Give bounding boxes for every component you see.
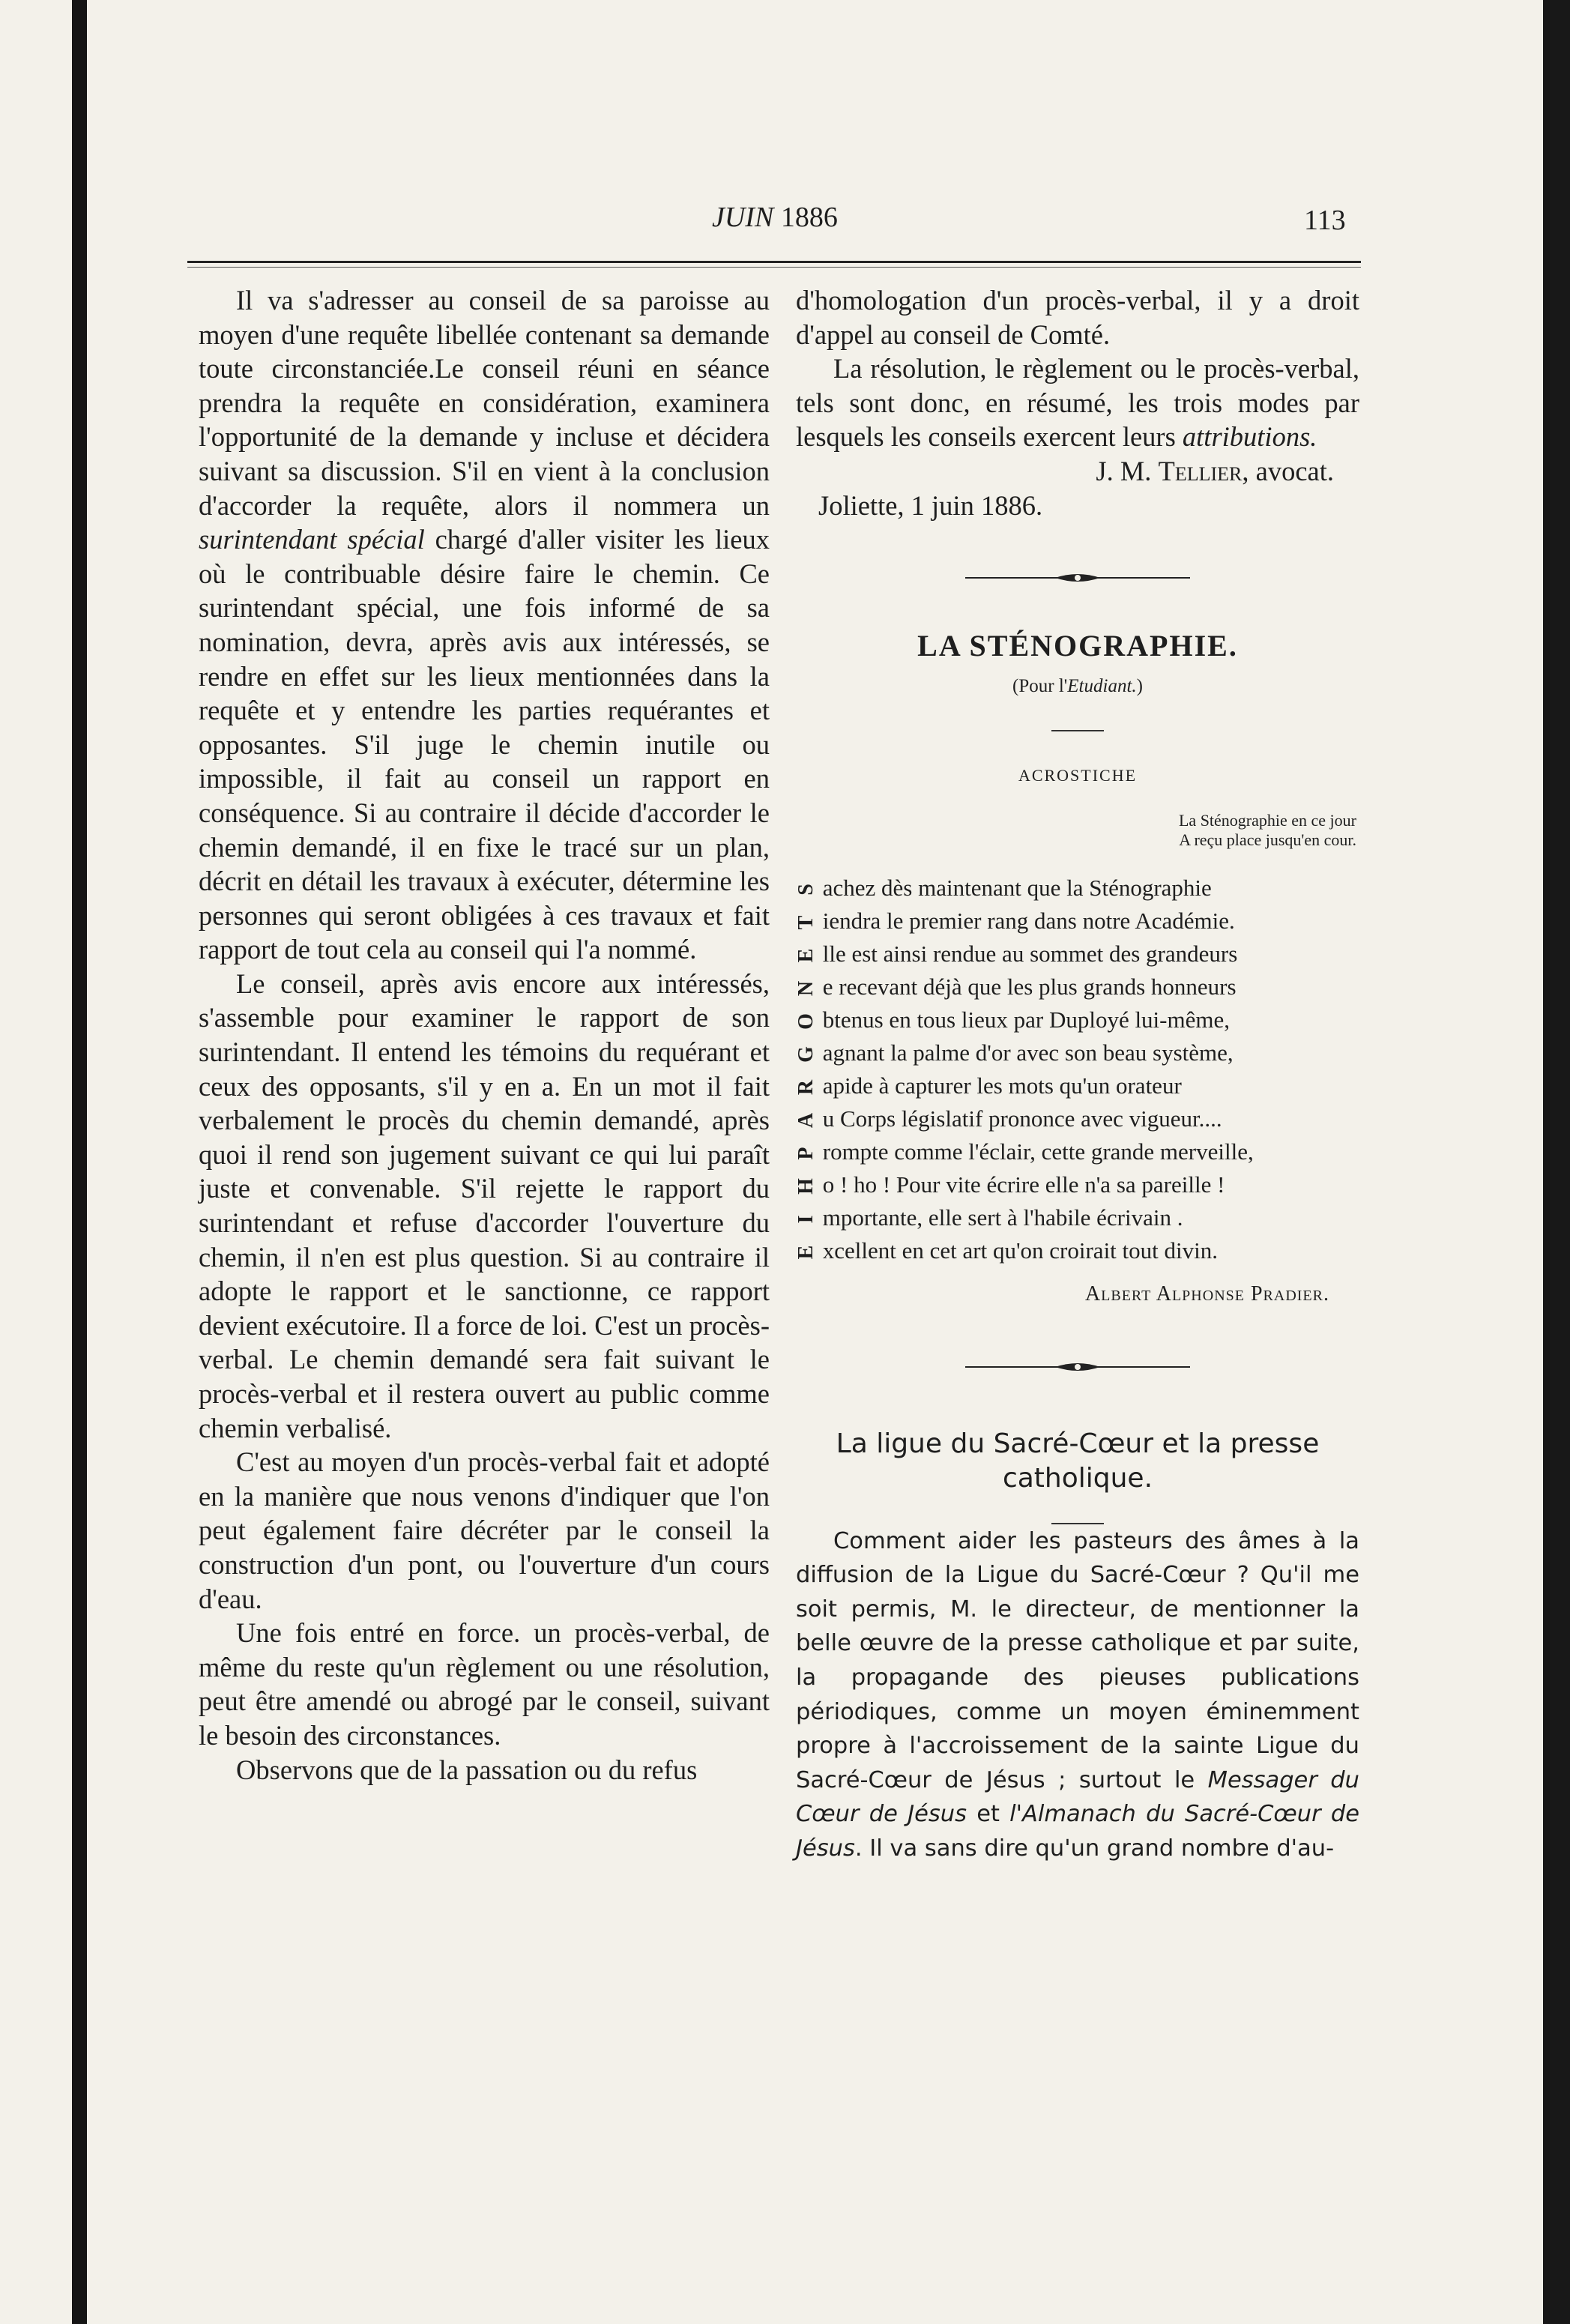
epigraph-line: A reçu place jusqu'en cour. [1179, 830, 1356, 849]
signature-name: Tellier [1158, 455, 1243, 486]
italic-title: Messager du Cœur de Jésus [796, 1766, 1359, 1828]
acrostic-letter: G [794, 1046, 818, 1063]
article-subtitle [796, 669, 1359, 704]
signature-title: , avocat. [1242, 455, 1334, 486]
acrostic-line [796, 1169, 1359, 1202]
acrostic-letter: N [794, 980, 818, 997]
acrostic-line [796, 1202, 1359, 1235]
acrostic-letter: H [794, 1178, 818, 1195]
paragraph-text: . Il va sans dire qu'un grand nombre d'au- [854, 1835, 1335, 1862]
article-title [796, 1427, 1359, 1496]
signature [796, 454, 1359, 489]
section-ornament [965, 1359, 1190, 1374]
header-rule-thin [187, 267, 1361, 268]
acrostic-letter: A [794, 1112, 818, 1129]
paragraph: Une fois entré en force. un procès-verbal, de même du reste qu'un règlement ou une résolution, peut être amendé ou abrogé par le conseil, suivant le besoin des circonstances. [199, 1617, 770, 1751]
section-ornament [965, 570, 1190, 585]
page-number: 113 [1304, 205, 1346, 236]
acrostic-line [796, 872, 1359, 905]
header-date [712, 201, 838, 234]
binding-edge-left [72, 0, 87, 2324]
paragraph: d'homologation d'un procès-verbal, il y a droit d'appel au conseil de Comté. [796, 285, 1359, 350]
acrostic-letter: P [794, 1147, 818, 1160]
acrostic-text: mportante, elle sert à l'habile écrivain . [822, 1204, 1183, 1231]
paragraph: Le conseil, après avis encore aux intéressés, s'assemble pour examiner le rapport de son surintendant. Il entend les témoins du requérant et ceux des opposants, s'il y en a. En un mot il fait verbalement le procès du chemin demandé, après quoi il rend son jugement suivant ce qui lui paraît juste et convenable. S'il rejette le rapport du surintendant et refuse d'accorder l'ouverture du chemin, il n'en est plus question. Si au contraire il adopte le rapport et le sanctionne, ce rapport devient exécutoire. Il a force de loi. C'est un procès-verbal. Le chemin demandé sera fait suivant le procès-verbal et il restera ouvert au public comme chemin verbalisé. [199, 968, 770, 1443]
acrostic-line [796, 1004, 1359, 1037]
paragraph [796, 1524, 1359, 1866]
acrostic-text: rompte comme l'éclair, cette grande merveille, [822, 1138, 1254, 1165]
acrostic-text: iendra le premier rang dans notre Académie. [822, 907, 1235, 934]
header-rule [187, 261, 1361, 263]
paragraph-text: Comment aider les pasteurs des âmes à la diffusion de la Ligue du Sacré-Cœur ? Qu'il me soit permis, M. le directeur, de mentionner la belle œuvre de la presse catholique et par suite, la propagande des pieuses publications périodiques, comme un moyen éminemment propre à l'accroissement de la sainte Ligue du Sacré-Cœur de Jésus ; surtout le [796, 1527, 1359, 1793]
acrostic-line [796, 1037, 1359, 1070]
acrostic-text: xcellent en cet art qu'on croirait tout divin. [822, 1237, 1218, 1264]
acrostic-text: achez dès maintenant que la Sténographie [822, 874, 1212, 901]
paragraph-text: Il va s'adresser au conseil de sa paroisse au moyen d'une requête libellée contenant sa demande toute circonstanciée.Le conseil réuni en séance prendra la requête en considération, examinera l'opportunité de la demande y incluse et décidera suivant sa discussion. S'il en vient à la conclusion d'accorder la requête, alors il nommera un [199, 285, 770, 521]
acrostic-letter: E [794, 1245, 818, 1260]
acrostic-line [796, 1103, 1359, 1136]
acrostic-text: apide à capturer les mots qu'un orateur [822, 1072, 1182, 1099]
subtitle-italic: Etudiant. [1067, 675, 1137, 696]
italic-term: surintendant spécial [199, 524, 425, 555]
acrostic-text: btenus en tous lieux par Duployé lui-même, [822, 1006, 1230, 1033]
acrostic-letter: I [794, 1215, 818, 1224]
header-month: JUIN [712, 202, 774, 233]
acrostic-line [796, 938, 1359, 971]
paragraph: C'est au moyen d'un procès-verbal fait et adopté en la manière que nous venons d'indiquer que l'on peut également faire décréter par le conseil la construction d'un pont, ou l'ouverture d'un cours d'eau. [199, 1446, 770, 1614]
acrostic-text: e recevant déjà que les plus grands honneurs [822, 973, 1237, 1000]
acrostic-line [796, 971, 1359, 1004]
acrostic-letter: O [794, 1013, 818, 1030]
acrostic-letter: T [794, 915, 818, 930]
right-column [796, 283, 1359, 1865]
subtitle-text: ) [1136, 675, 1143, 696]
subtitle-text: (Pour l' [1012, 675, 1068, 696]
acrostic-text: u Corps législatif prononce avec vigueur.... [822, 1105, 1222, 1132]
paragraph-text: chargé d'aller visiter les lieux où le contribuable désire faire le chemin. Ce surintendant spécial, une fois informé de sa nomination, devra, après avis aux intéressés, se rendre en effet sur les lieux mentionnées dans la requête et y entendre les parties requérantes et opposantes. S'il juge le chemin inutile ou impossible, il fait au conseil un rapport en conséquence. Si au contraire il décide d'accorder le chemin demandé, il en fixe le tracé sur un plan, décrit en détail les travaux à exécuter, détermine les personnes qui seront obligées à ces travaux et fait rapport de tout cela au conseil qui l'a nommé. [199, 524, 770, 965]
acrostic-text: lle est ainsi rendue au sommet des grandeurs [822, 940, 1238, 967]
acrostic-letter: S [794, 884, 818, 896]
acrostic-letter: E [794, 948, 818, 963]
title-line: catholique. [1002, 1462, 1153, 1494]
epigraph [796, 811, 1359, 850]
acrostic-line [796, 1136, 1359, 1169]
place-date: Joliette, 1 juin 1886. [818, 489, 1043, 521]
italic-term: attributions. [1182, 421, 1317, 453]
paragraph-text: et [966, 1801, 1010, 1828]
acrostic-line [796, 1070, 1359, 1103]
acrostic-text: agnant la palme d'or avec son beau système, [822, 1039, 1234, 1066]
paragraph [199, 283, 770, 967]
acrostic-line [796, 905, 1359, 938]
running-header [195, 201, 1364, 246]
acrostic-text: o ! ho ! Pour vite écrire elle n'a sa pareille ! [822, 1171, 1225, 1198]
article-title: LA STÉNOGRAPHIE. [917, 629, 1238, 663]
acrostic-letter: R [794, 1079, 818, 1096]
acrostic-author: Albert Alphonse Pradier. [1084, 1282, 1329, 1306]
paragraph: Observons que de la passation ou du refus [236, 1754, 698, 1785]
binding-edge-right [1543, 0, 1570, 2324]
paragraph-text: La résolution, le règlement ou le procès-verbal, tels sont donc, en résumé, les trois modes par lesquels les conseils exercent leurs [796, 353, 1359, 453]
divider [1051, 730, 1104, 731]
acrostic-label: ACROSTICHE [1018, 766, 1138, 785]
acrostic-line [796, 1235, 1359, 1268]
header-year: 1886 [780, 202, 838, 233]
epigraph-line: La Sténographie en ce jour [1178, 810, 1356, 830]
paragraph [796, 351, 1359, 454]
left-column [199, 283, 770, 1787]
title-line: La ligue du Sacré-Cœur et la presse [836, 1428, 1320, 1459]
acrostic-poem [796, 872, 1359, 1268]
italic-title: l'Almanach du Sacré-Cœur de Jésus [796, 1801, 1359, 1862]
signature-initials: J. M. [1096, 455, 1159, 486]
